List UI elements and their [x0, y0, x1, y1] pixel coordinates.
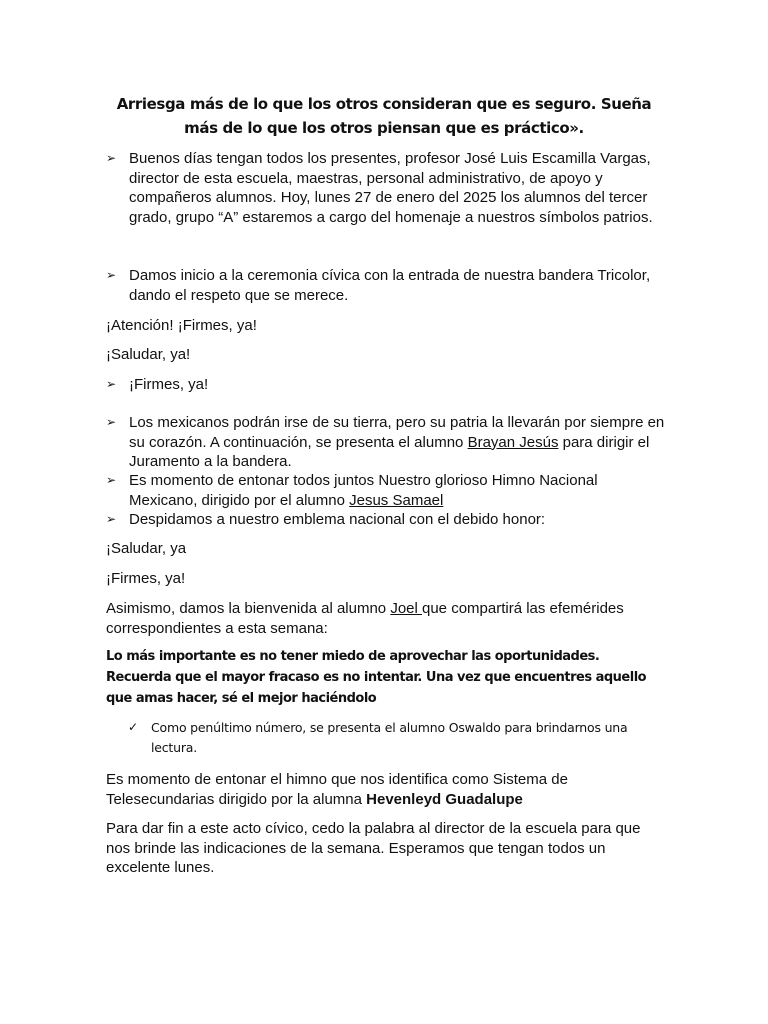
arrow-bullet-icon: ➢: [106, 377, 117, 391]
closing-paragraph: Para dar fin a este acto cívico, cedo la palabra al director de la escuela para que nos brinde las indicaciones de la semana. Esperamos que tengan todos un excelente lunes.: [106, 820, 641, 876]
ceremony-start-paragraph: Damos inicio a la ceremonia cívica con la entrada de nuestra bandera Tricolor, dando el respeto que se merece.: [129, 267, 651, 304]
arrow-bullet-icon: ➢: [106, 415, 117, 429]
ephemeris-text-end: que compartirá las efemérides correspondientes a esta semana:: [106, 600, 624, 637]
arrow-bullet-icon: ➢: [106, 151, 117, 165]
arrow-bullet-icon: ➢: [106, 473, 117, 487]
student-name-jesus: Jesus Samael: [349, 491, 444, 509]
telesecundaria-anthem-paragraph: [106, 770, 666, 809]
bullet-item-farewell: [106, 510, 666, 530]
command-atencion: ¡Atención! ¡Firmes, ya!: [106, 317, 257, 334]
farewell-paragraph: Despidamos a nuestro emblema nacional con el debido honor:: [129, 511, 546, 528]
document-title: Arriesga más de lo que los otros consideran que es seguro. Sueña más de lo que los otros piensan que es práctico».: [116, 95, 652, 137]
bullet-item-anthem: [106, 471, 666, 510]
ephemeris-text-start: Asimismo, damos la bienvenida al alumno: [106, 600, 391, 617]
arrow-bullet-icon: ➢: [106, 268, 117, 282]
oath-text-start: Los mexicanos podrán irse de su tierra, pero su patria la llevarán por siempre en su corazón. A continuación, se presenta el alumno: [129, 414, 665, 451]
student-name-brayan: Brayan Jesús: [467, 433, 559, 451]
ephemeris-paragraph: [106, 599, 666, 638]
reading-announcement: Como penúltimo número, se presenta el alumno Oswaldo para brindarnos una lectura.: [151, 720, 628, 755]
bullet-item-oath: [106, 413, 666, 472]
student-name-joel: Joel: [390, 600, 422, 617]
arrow-bullet-icon: ➢: [106, 512, 117, 526]
command-saludar-2: ¡Saludar, ya: [106, 540, 187, 557]
anthem-paragraph: [129, 471, 666, 510]
check-item-reading: [128, 718, 648, 757]
oath-text-end: para dirigir el Juramento a la bandera.: [129, 433, 650, 470]
bullet-item-greeting: [106, 149, 666, 227]
command-firmes: ¡Firmes, ya!: [129, 376, 209, 393]
command-firmes-2: ¡Firmes, ya!: [106, 570, 186, 587]
oath-paragraph: [129, 413, 666, 472]
greeting-paragraph: Buenos días tengan todos los presentes, profesor José Luis Escamilla Vargas, director de esta escuela, maestras, personal administrativo, de apoyo y compañeros alumnos. Hoy, lunes 27 de enero del 2025 los alumnos del tercer grado, grupo “A” estaremos a cargo del homenaje a nuestros símbolos patrios.: [129, 150, 653, 226]
command-saludar: ¡Saludar, ya!: [106, 346, 191, 363]
bullet-item-firmes: [106, 375, 666, 395]
bullet-item-ceremony-start: [106, 266, 666, 305]
checkmark-bullet-icon: ✓: [128, 720, 139, 734]
student-name-hevenleyd: Hevenleyd Guadalupe: [366, 790, 523, 808]
anthem-text: Es momento de entonar todos juntos Nuestro glorioso Himno Nacional Mexicano, dirigido por el alumno: [129, 472, 598, 509]
motivational-quote: Lo más importante es no tener miedo de aprovechar las oportunidades. Recuerda que el mayor fracaso es no intentar. Una vez que encuentres aquello que amas hacer, sé el mejor haciéndolo: [106, 649, 647, 706]
telesecundaria-anthem-text: Es momento de entonar el himno que nos identifica como Sistema de Telesecundarias dirigido por la alumna: [106, 771, 568, 808]
